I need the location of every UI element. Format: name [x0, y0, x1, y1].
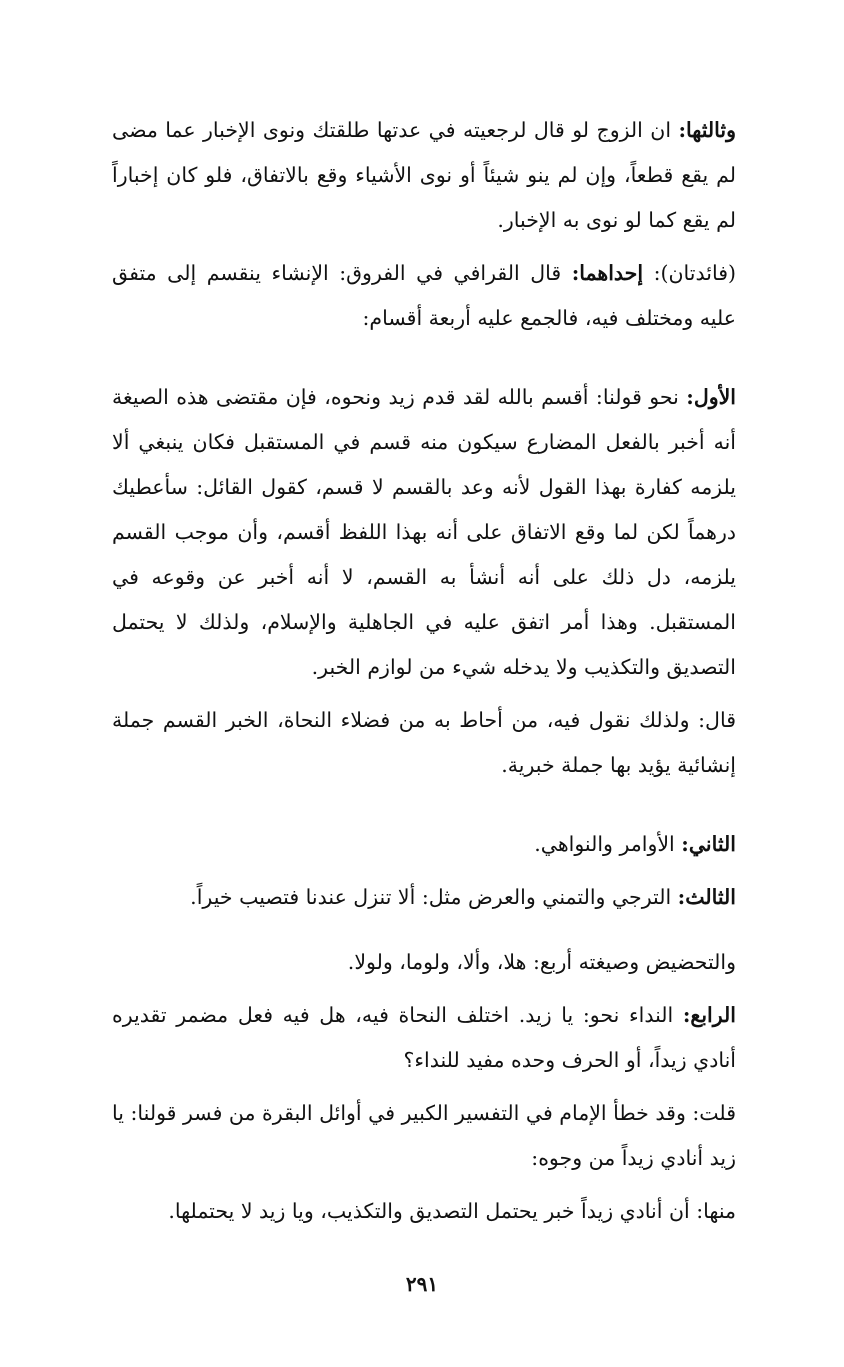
- paragraph-qultu: [112, 1091, 736, 1181]
- paragraph-second-type: [112, 822, 736, 867]
- paragraph-text: النداء نحو: يا زيد. اختلف النحاة فيه، هل فيه فعل مضمر تقديره أنادي زيداً، أو الحرف وحده مفيد للنداء؟: [112, 1003, 736, 1072]
- paragraph-text: قال القرافي في الفروق: الإنشاء ينقسم إلى متفق عليه ومختلف فيه، فالجمع عليه أربعة أقسام:: [112, 261, 736, 330]
- paragraph-text: ان الزوج لو قال لرجعيته في عدتها طلقتك ونوى الإخبار عما مضى لم يقع قطعاً، وإن لم ينو شيئاً أو نوى الأشياء وقع بالاتفاق، فلو كان إخباراً لم يقع كما لو نوى به الإخبار.: [112, 118, 736, 232]
- paragraph-text: الأوامر والنواهي.: [534, 832, 682, 856]
- paragraph-text: نحو قولنا: أقسم بالله لقد قدم زيد ونحوه، فإن مقتضى هذه الصيغة أنه أخبر بالفعل المضارع سيكون منه قسم في المستقبل فكان ينبغي ألا يلزمه كفارة بهذا القول لأنه وعد بالقسم لا قسم، كقول القائل: سأعطيك درهماً لكن لما وقع الاتفاق على أنه بهذا اللفظ أقسم، وأن موجب القسم يلزمه، دل ذلك على أنه أنشأ به القسم، لا أنه أخبر عن وقوعه في المستقبل. وهذا أمر اتفق عليه في الجاهلية والإسلام، ولذلك لا يحتمل التصديق والتكذيب ولا يدخله شيء من لوازم الخبر.: [112, 385, 736, 679]
- paragraph-lead: الثاني:: [681, 832, 736, 856]
- paragraph-text: منها: أن أنادي زيداً خبر يحتمل التصديق والتكذيب، ويا زيد لا يحتملها.: [168, 1199, 736, 1223]
- paragraph-text: قلت: وقد خطأ الإمام في التفسير الكبير في أوائل البقرة من فسر قولنا: يا زيد أنادي زيداً من وجوه:: [112, 1101, 736, 1170]
- paragraph-qala: [112, 698, 736, 788]
- page-number: ٢٩١: [405, 1272, 439, 1296]
- paragraph-minha: [112, 1189, 736, 1234]
- paragraph-prefix: (فائدتان):: [643, 261, 736, 285]
- paragraph-thalithuha: [112, 108, 736, 243]
- paragraph-text: والتحضيض وصيغته أربع: هلا، وألا، ولوما، ولولا.: [347, 950, 736, 974]
- paragraph-text: الترجي والتمني والعرض مثل: ألا تنزل عندنا فتصيب خيراً.: [190, 885, 678, 909]
- paragraph-lead: الأول:: [686, 385, 736, 409]
- paragraph-lead: إحداهما:: [571, 261, 644, 285]
- paragraph-faidatan: [112, 251, 736, 341]
- paragraph-lead: الثالث:: [677, 885, 736, 909]
- paragraph-fourth-type: [112, 993, 736, 1083]
- paragraph-first-type: [112, 375, 736, 690]
- paragraph-third-type: [112, 875, 736, 920]
- paragraph-tahdid: [112, 940, 736, 985]
- paragraph-lead: الرابع:: [682, 1003, 736, 1027]
- paragraph-text: قال: ولذلك نقول فيه، من أحاط به من فضلاء النحاة، الخبر القسم جملة إنشائية يؤيد بها جملة خبرية.: [112, 708, 736, 777]
- paragraph-lead: وثالثها:: [678, 118, 736, 142]
